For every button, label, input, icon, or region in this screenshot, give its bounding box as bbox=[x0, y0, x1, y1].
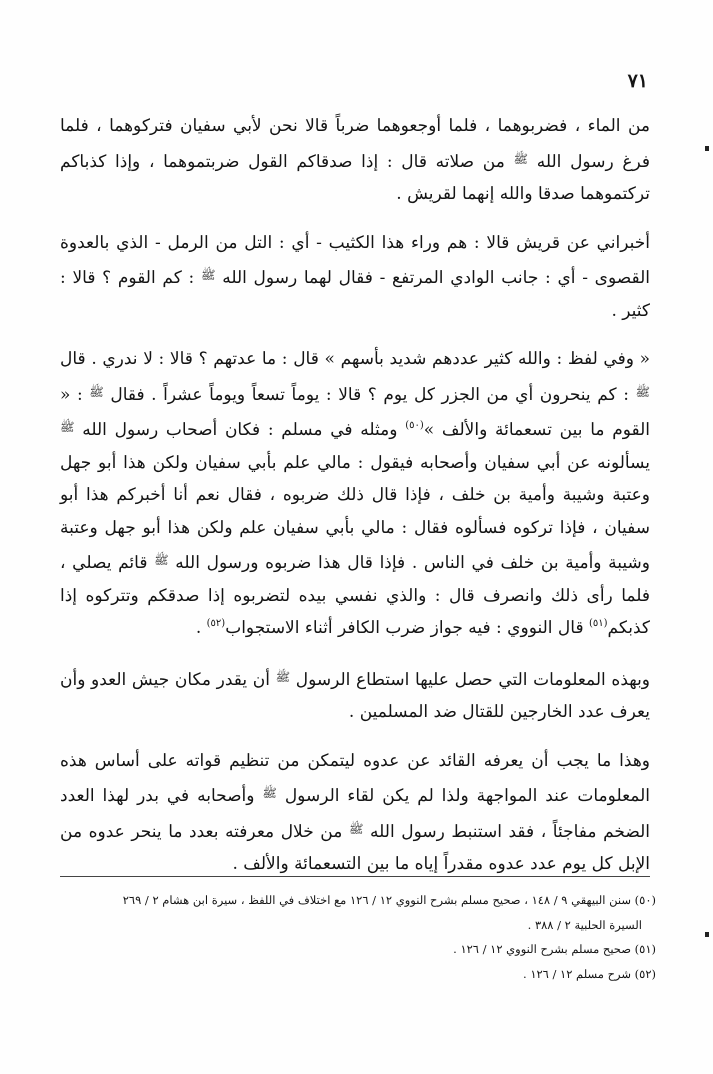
footnote-ref-52[interactable]: (٥٢) bbox=[206, 618, 226, 629]
footnote-ref-51[interactable]: (٥١) bbox=[588, 618, 608, 629]
salla-glyph: ﷺ bbox=[348, 821, 364, 836]
page-number: ٧١ bbox=[627, 70, 648, 92]
salla-glyph: ﷺ bbox=[200, 268, 216, 282]
footnote-ref-50[interactable]: (٥٠) bbox=[405, 420, 424, 431]
margin-mark bbox=[705, 146, 709, 151]
paragraph-4-text-b: أن يقدر مكان جيش العدو وأن يعرف عدد الخارجين للقتال ضد المسلمين . bbox=[60, 669, 650, 722]
paragraph-3-text-c: : « القوم ما بين تسعمائة والألف » bbox=[60, 384, 651, 440]
paragraph-3-text-g: قال النووي : فيه جواز ضرب الكافر أثناء الاستجواب bbox=[225, 618, 584, 638]
paragraph-4 bbox=[60, 661, 650, 729]
paragraph-3 bbox=[60, 343, 650, 645]
footnote-52: (٥٢) شرح مسلم ١٢ / ١٢٦ . bbox=[523, 966, 656, 981]
paragraph-5-text-b: وأصحابه في بدر لهذا العدد الضخم مفاجئاً ، فقد استنبط رسول الله bbox=[60, 786, 651, 842]
salla-glyph: ﷺ bbox=[262, 786, 277, 800]
paragraph-3-text-b: : كم ينحرون أي من الجزر كل يوم ؟ قالا : يوماً تسعاً ويوماً عشراً . فقال bbox=[110, 384, 629, 405]
paragraph-1-text-a: من الماء ، فضربوهما ، فلما أوجعوهما ضرباً قالا نحن لأبي سفيان فتركوهما ، فلما فرغ رسول الله bbox=[60, 116, 651, 172]
margin-mark bbox=[705, 932, 709, 937]
paragraph-1 bbox=[60, 110, 650, 211]
salla-glyph: ﷺ bbox=[635, 384, 651, 399]
footnote-51: (٥١) صحيح مسلم بشرح النووي ١٢ / ١٢٦ . bbox=[453, 942, 656, 956]
paragraph-5 bbox=[60, 745, 650, 881]
paragraph-1-text-b: من صلاته قال : إذا صدقاكم القول ضربتموهما ، وإذا كذباكم تركتموهما صدقا والله إنهما لقريش . bbox=[60, 151, 650, 204]
paragraph-2-text-a: أخبراني عن قريش قالا : هم وراء هذا الكثيب - أي : التل من الرمل - الذي بالعدوة القصوى - أي : جانب الوادي المرتفع - فقال لهما رسول الله bbox=[60, 232, 651, 288]
paragraph-3-text-a: « وفي لفظ : والله كثير عددهم شديد بأسهم » قال : ما عدتهم ؟ قالا : لا ندري . قال bbox=[60, 349, 650, 369]
footnote-50-continued: السيرة الحلبية ٢ / ٣٨٨ . bbox=[527, 917, 642, 932]
paragraph-2-text-b: : كم القوم ؟ قالا : كثير . bbox=[60, 268, 650, 321]
salla-glyph: ﷺ bbox=[60, 420, 75, 434]
paragraph-2 bbox=[60, 227, 650, 328]
body-text bbox=[60, 110, 650, 881]
salla-glyph: ﷺ bbox=[513, 151, 529, 166]
footnote-divider bbox=[60, 876, 650, 877]
page-content bbox=[60, 70, 650, 897]
footnotes bbox=[56, 888, 656, 986]
paragraph-3-text-d: ومثله في مسلم : فكان أصحاب رسول الله bbox=[82, 420, 398, 440]
paragraph-3-text-f: قائم يصلي ، فلما رأى ذلك وانصرف قال : والذي نفسي بيده لتضربوه إذا صدقكم وتتركوه إذا كذبكم bbox=[60, 553, 650, 638]
paragraph-5-text-c: من خلال معرفته بعدد ما ينحر عدوه من الإبل كل يوم عدد عدوه مقدراً إياه ما بين التسعمائة والألف . bbox=[60, 821, 650, 874]
paragraph-3-text-h: . bbox=[195, 618, 202, 638]
paragraph-5-text-a: وهذا ما يجب أن يعرفه القائد عن عدوه ليتمكن من تنظيم قواته على أساس هذه المعلومات عند المواجهة ولذا لم يكن لقاء الرسول bbox=[60, 750, 650, 806]
footnote-50: (٥٠) سنن البيهقي ٩ / ١٤٨ ، صحيح مسلم بشرح النووي ١٢ / ١٢٦ مع اختلاف في اللفظ ، سيرة ابن هشام ٢ / ٢٦٩ bbox=[122, 893, 656, 907]
salla-glyph: ﷺ bbox=[275, 669, 291, 684]
paragraph-3-text-e: يسألونه عن أبي سفيان وأصحابه فيقول : مالي علم بأبي سفيان ولكن هذا أبو جهل وعتبة وشيبة وأمية بن خلف ، فإذا قال ذلك ضربوه ، فقال نعم أنا أخبركم هذا أبو سفيان ، فإذا تركوه فسألوه فقال : مالي بأبي سفيان علم ولكن هذا أبو جهل وعتبة وشيبة وأمية بن خلف في الناس . فإذا قال هذا ضربوه ورسول الله bbox=[60, 452, 651, 573]
salla-glyph: ﷺ bbox=[154, 553, 169, 567]
paragraph-4-text-a: وبهذه المعلومات التي حصل عليها استطاع الرسول bbox=[295, 669, 651, 690]
salla-glyph: ﷺ bbox=[89, 384, 104, 399]
